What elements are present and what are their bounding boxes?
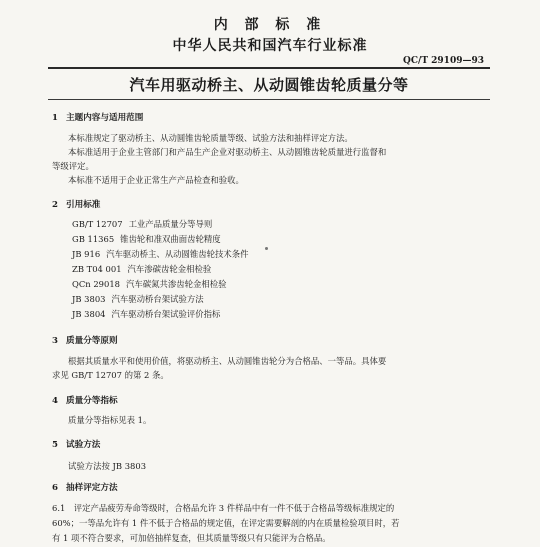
paragraph: 有 1 项不符合要求，可加倍抽样复查，但其质量等级只有只能评为合格品。 [52, 533, 331, 543]
scan-speck [265, 247, 268, 250]
standard-code: QC/T 29109—93 [403, 56, 484, 66]
reference-item: ZB T04 001 汽车渗碳齿轮金相检验 [72, 264, 212, 274]
section-3-heading: 3 质量分等原则 [52, 336, 118, 346]
reference-item: GB/T 12707 工业产品质量分等导则 [72, 219, 213, 229]
section-1-heading: 1 主题内容与适用范围 [52, 113, 144, 123]
paragraph: 本标准适用于企业主管部门和产品生产企业对驱动桥主、从动圆锥齿轮质量进行监督和 [68, 147, 387, 157]
paragraph: 试验方法按 JB 3803 [68, 461, 147, 471]
internal-standard-label: 内 部 标 准 [213, 17, 327, 33]
reference-item: QCn 29018 汽车碳氮共渗齿轮金相检验 [72, 279, 227, 289]
paragraph: 求见 GB/T 12707 的第 2 条。 [52, 370, 169, 380]
reference-item: JB 916 汽车驱动桥主、从动圆锥齿轮技术条件 [72, 249, 249, 259]
section-6-heading: 6 抽样评定方法 [52, 483, 118, 493]
reference-item: JB 3804 汽车驱动桥台架试验评价指标 [72, 309, 221, 319]
paragraph: 根据其质量水平和使用价值，将驱动桥主、从动圆锥齿轮分为合格品、一等品。具体要 [68, 356, 387, 366]
industry-standard-heading: 中华人民共和国汽车行业标准 [172, 38, 368, 54]
reference-item: JB 3803 汽车驱动桥台架试验方法 [72, 294, 204, 304]
paragraph: 本标准规定了驱动桥主、从动圆锥齿轮质量等级、试验方法和抽样评定方法。 [68, 133, 353, 143]
document-title: 汽车用驱动桥主、从动圆锥齿轮质量分等 [129, 76, 409, 94]
section-2-heading: 2 引用标准 [52, 200, 101, 210]
paragraph: 等级评定。 [52, 161, 94, 171]
header-rule-thin [48, 99, 490, 100]
paragraph: 质量分等指标见表 1。 [68, 415, 152, 425]
paragraph: 60%；一等品允许有 1 件不低于合格品的规定值，在评定需要解剖的内在质量检验项目时，若 [52, 518, 400, 528]
section-5-heading: 5 试验方法 [52, 440, 101, 450]
paragraph: 本标准不适用于企业正常生产产品检查和验收。 [68, 175, 244, 185]
section-4-heading: 4 质量分等指标 [52, 396, 118, 406]
reference-item: GB 11365 锥齿轮和准双曲面齿轮精度 [72, 234, 221, 244]
header-rule-thick [48, 67, 490, 69]
paragraph: 6.1 评定产品疲劳寿命等级时，合格品允许 3 件样品中有一件不低于合格品等级标准规定的 [52, 503, 395, 513]
